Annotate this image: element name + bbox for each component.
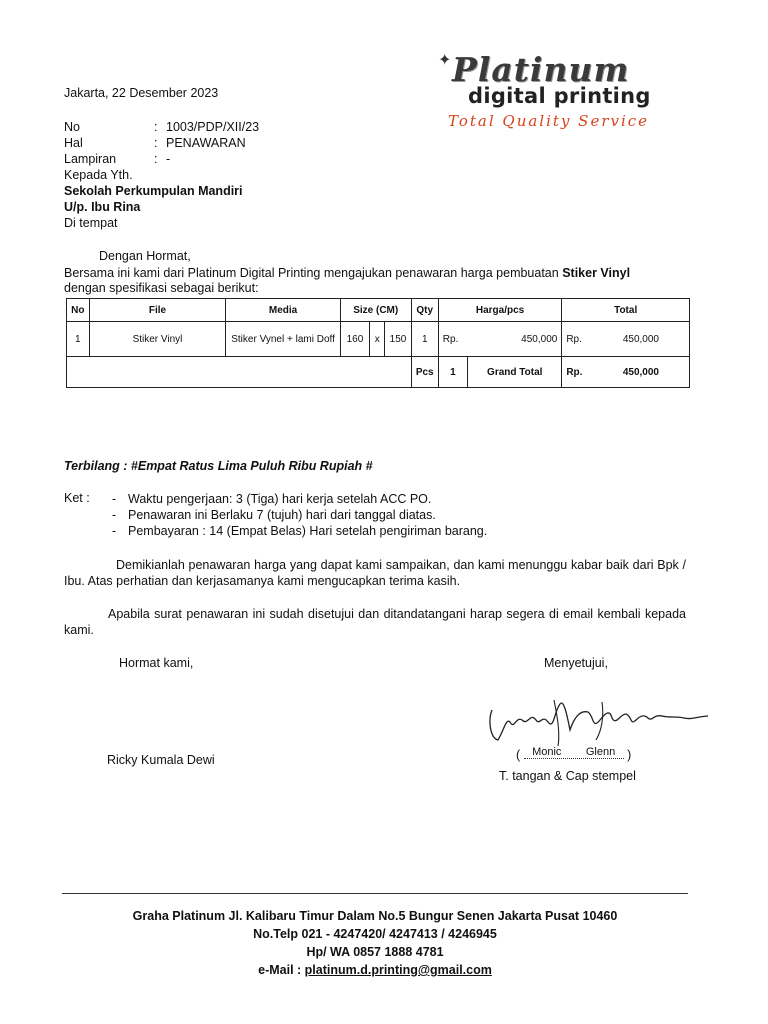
grand-total-amount: 450,000 xyxy=(591,357,689,388)
meta-row-lampiran: Lampiran : - xyxy=(64,152,171,166)
header-media: Media xyxy=(226,299,340,322)
left-signature-title: Hormat kami, xyxy=(119,656,194,670)
cell-width: 160 xyxy=(340,322,369,357)
right-signature-name: Monic Glenn xyxy=(524,746,624,759)
cell-file: Stiker Vinyl xyxy=(89,322,226,357)
attention: U/p. Ibu Rina xyxy=(64,200,141,214)
logo-name: Platinum xyxy=(452,50,630,89)
header-size: Size (CM) xyxy=(340,299,411,322)
right-signature-caption: T. tangan & Cap stempel xyxy=(499,769,636,783)
header-file: File xyxy=(89,299,226,322)
intro-paragraph-2: dengan spesifikasi sebagai berikut: xyxy=(64,281,259,295)
location: Di tempat xyxy=(64,216,118,230)
header-price: Harga/pcs xyxy=(438,299,562,322)
company-logo xyxy=(438,52,668,132)
list-item: - Penawaran ini Berlaku 7 (tujuh) hari dari tanggal diatas. xyxy=(112,508,436,522)
offer-table xyxy=(66,298,690,388)
cell-height: 150 xyxy=(385,322,411,357)
footer-divider xyxy=(62,893,688,894)
to-line: Kepada Yth. xyxy=(64,168,133,182)
table-row xyxy=(67,322,690,357)
ket-label: Ket : xyxy=(64,491,90,505)
total-unit: Pcs xyxy=(411,357,438,388)
logo-line2: digital printing xyxy=(468,84,651,108)
email-link[interactable]: platinum.d.printing@gmail.com xyxy=(304,963,492,977)
cell-price-currency: Rp. xyxy=(438,322,467,357)
total-qty: 1 xyxy=(438,357,467,388)
ket-list xyxy=(112,491,487,539)
footer-address: Graha Platinum Jl. Kalibaru Timur Dalam No.5 Bungur Senen Jakarta Pusat 10460 xyxy=(132,909,618,923)
cell-total: 450,000 xyxy=(591,322,689,357)
header-no: No xyxy=(67,299,90,322)
handwritten-signature xyxy=(484,690,714,750)
footer-email-line: e-Mail : platinum.d.printing@gmail.com xyxy=(258,963,492,977)
list-item: - Waktu pengerjaan: 3 (Tiga) hari kerja setelah ACC PO. xyxy=(112,492,432,506)
table-header-row xyxy=(67,299,690,322)
cell-qty: 1 xyxy=(411,322,438,357)
closing-paragraph-1: Demikianlah penawaran harga yang dapat kami sampaikan, dan kami menunggu kabar baik dari Bpk / Ibu. Atas perhatian dan kerjasamanya kami mengucapkan terima kasih. xyxy=(64,558,686,588)
meta-row-no: No : 1003/PDP/XII/23 xyxy=(64,120,260,134)
meta-value-lampiran: - xyxy=(166,152,171,166)
cell-no: 1 xyxy=(67,322,90,357)
cell-x: x xyxy=(370,322,385,357)
intro-paragraph: Bersama ini kami dari Platinum Digital Printing mengajukan penawaran harga pembuatan Stiker Vinyl xyxy=(64,266,631,280)
left-signature-name: Ricky Kumala Dewi xyxy=(107,753,215,767)
meta-value-no: 1003/PDP/XII/23 xyxy=(166,120,260,134)
place-date: Jakarta, 22 Desember 2023 xyxy=(64,86,219,100)
sparkle-icon: ✦ xyxy=(438,52,452,69)
meta-row-hal: Hal : PENAWARAN xyxy=(64,136,246,150)
header-qty: Qty xyxy=(411,299,438,322)
closing-paragraph-2: Apabila surat penawaran ini sudah disetujui dan ditandatangani harap segera di email kembali kepada kami. xyxy=(64,607,686,637)
grand-total-label: Grand Total xyxy=(468,357,562,388)
footer-hp: Hp/ WA 0857 1888 4781 xyxy=(306,945,444,959)
meta-value-hal: PENAWARAN xyxy=(166,136,246,150)
greeting: Dengan Hormat, xyxy=(99,249,191,263)
right-signature-name-line: ( Monic Glenn ) xyxy=(516,746,632,762)
grand-total-row xyxy=(67,357,690,388)
grand-total-currency: Rp. xyxy=(562,357,591,388)
right-signature-title: Menyetujui, xyxy=(544,656,608,670)
grand-total-blank xyxy=(67,357,412,388)
list-item: - Pembayaran : 14 (Empat Belas) Hari setelah pengiriman barang. xyxy=(112,524,488,538)
terbilang: Terbilang : #Empat Ratus Lima Puluh Ribu Rupiah # xyxy=(64,459,373,473)
cell-price: 450,000 xyxy=(468,322,562,357)
cell-total-currency: Rp. xyxy=(562,322,591,357)
header-total: Total xyxy=(562,299,690,322)
letter-meta xyxy=(64,119,259,231)
cell-media: Stiker Vynel + lami Doff xyxy=(226,322,340,357)
logo-tagline: Total Quality Service xyxy=(448,112,650,130)
footer-phone: No.Telp 021 - 4247420/ 4247413 / 4246945 xyxy=(253,927,497,941)
recipient: Sekolah Perkumpulan Mandiri xyxy=(64,184,243,198)
